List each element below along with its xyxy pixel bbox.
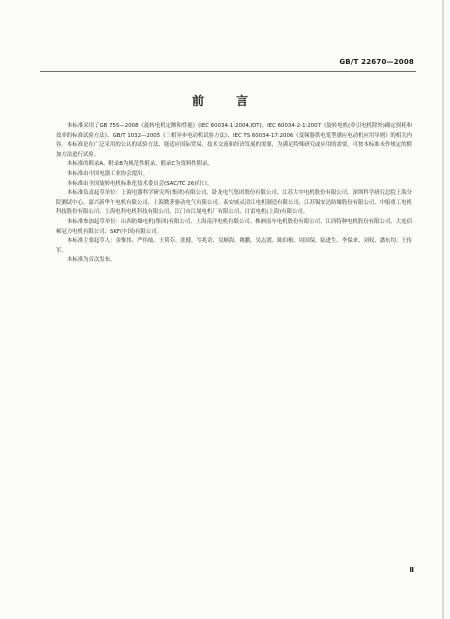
page-title: 前 言	[191, 94, 258, 108]
paragraph-appendix: 本标准的附录A、附录B为规范性附录，附录C为资料性附录。	[67, 161, 213, 168]
paragraph-lead-drafters: 本标准负责起草单位：上海电器科学研究所(集团)有限公司、卧龙电气集团股份有限公司、江苏大中电机股份有限公司、深圳科学研究总院上海分院测试中心、嘉兴新华午电机有限公司、上海微茅驱动电气有限公司、泰安威灵清江电机制造有限公司、江苏锡安达防爆股份有限公司、中船重工电机科技股份有限公司、上海电科电机科技有限公司、江门市江晟电机厂有限公司、日雷电机(上海)有限公司。	[56, 190, 412, 216]
paragraph-proposer: 本标准由中国电器工业协会提出。	[67, 170, 148, 177]
paragraph-participating-drafters: 本标准参加起草单位：山西防爆电机(集团)有限公司、上海南洋电机有限公司、株洲南车电机股份有限公司、江西特种电机股份有限公司、大连佰顿冠力电机有限公司、SKF(中国)有限公司。	[56, 218, 412, 235]
standard-code: GB/T 22670—2008	[339, 58, 414, 66]
paragraph-main-authors: 本标准主要起草人：金惟伟、严伟灿、王荷芬、张健、岑兆奇、吴顺海、姚鹏、吴志渡、陈伯根、周国保、陆进生、李保来、刘权、潘东均、王传军。	[56, 238, 413, 254]
paragraph-first-release: 本标准为首次发布。	[67, 257, 116, 264]
foreword-body	[56, 122, 412, 266]
page-number: Ⅱ	[409, 566, 414, 574]
header-rule	[40, 71, 416, 72]
paragraph-adoption: 本标准采用了GB 755—2008《旋转电机定额和性能》(IEC 60034-1:2004,IDT)、IEC 60034-2-1:2007《旋转电机(牵引电机除外)确定损耗和效率的标准试验方法》、GB/T 1032—2005《三相异步电动机试验方法》、IEC TS 60034-17:2006《变频器供电笼型感应电动机应用导则》的相关内容。本标准是在广泛采用的公认的试验方法、能适应国际贸易、技术交流和经济发展的需要，为满足特殊研究或应用的需要，可按本标准未作规定的附加方法进行试验。	[56, 123, 412, 158]
paragraph-centralized: 本标准由全国旋转电机标准化技术委员会(SAC/TC 26)归口。	[67, 180, 213, 187]
